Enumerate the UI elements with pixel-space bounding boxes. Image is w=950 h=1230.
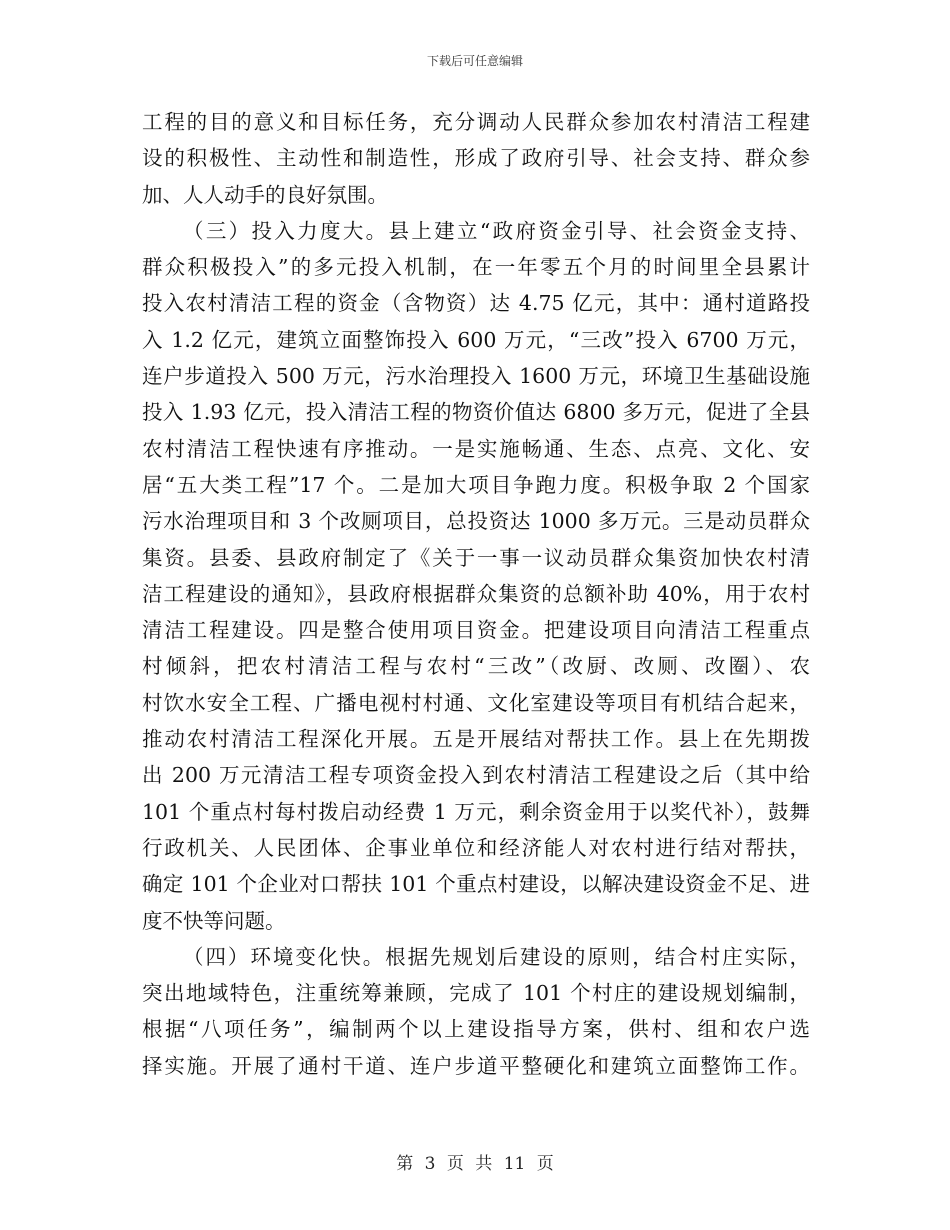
text-line: 择实施。开展了通村干道、连户步道平整硬化和建筑立面整饰工作。 <box>142 1053 810 1078</box>
page-footer: 第 3 页 共 11 页 <box>396 1154 554 1174</box>
text-line: 101 个重点村每村拨启动经费 1 万元，剩余资金用于以奖代补），鼓舞 <box>142 799 810 824</box>
text-line: 设的积极性、主动性和制造性，形成了政府引导、社会支持、群众参 <box>142 146 810 171</box>
text-line: 农村清洁工程快速有序推动。一是实施畅通、生态、点亮、文化、安 <box>142 436 810 461</box>
text-line: 污水治理项目和 3 个改厕项目，总投资达 1000 多万元。三是动员群众 <box>142 509 810 534</box>
text-line: 加、人人动手的良好氛围。 <box>142 182 388 207</box>
paragraph-start-line: （三）投入力度大。县上建立“政府资金引导、社会资金支持、 <box>183 218 810 243</box>
text-line: 推动农村清洁工程深化开展。五是开展结对帮扶工作。县上在先期拨 <box>142 727 810 752</box>
text-line: 居“五大类工程”17 个。二是加大项目争跑力度。积极争取 2 个国家 <box>142 472 810 497</box>
text-line: 群众积极投入”的多元投入机制，在一年零五个月的时间里全县累计 <box>142 255 810 280</box>
text-line: 村倾斜，把农村清洁工程与农村“三改”（改厨、改厕、改圈）、农 <box>142 654 810 679</box>
text-line: 集资。县委、县政府制定了《关于一事一议动员群众集资加快农村清 <box>142 545 810 570</box>
paragraph-start-line: （四）环境变化快。根据先规划后建设的原则，结合村庄实际， <box>183 944 810 969</box>
text-line: 工程的目的意义和目标任务，充分调动人民群众参加农村清洁工程建 <box>142 110 810 134</box>
text-line: 根据“八项任务”，编制两个以上建设指导方案，供村、组和农户选 <box>142 1017 810 1042</box>
text-line: 入 1.2 亿元，建筑立面整饰投入 600 万元，“三改”投入 6700 万元， <box>142 327 810 352</box>
page-header: 下载后可任意编辑 <box>426 54 523 68</box>
text-line: 度不快等问题。 <box>142 908 286 933</box>
text-line: 连户步道投入 500 万元，污水治理投入 1600 万元，环境卫生基础设施 <box>142 364 810 389</box>
text-line: 洁工程建设的通知》，县政府根据群众集资的总额补助 40%，用于农村 <box>142 581 810 606</box>
text-line: 出 200 万元清洁工程专项资金投入到农村清洁工程建设之后（其中给 <box>142 763 810 788</box>
text-line: 投入 1.93 亿元，投入清洁工程的物资价值达 6800 多万元，促进了全县 <box>142 400 810 425</box>
text-line: 行政机关、人民团体、企事业单位和经济能人对农村进行结对帮扶， <box>142 835 810 860</box>
text-line: 突出地域特色，注重统筹兼顾，完成了 101 个村庄的建设规划编制， <box>142 981 810 1006</box>
body-text <box>142 104 810 1084</box>
text-line: 清洁工程建设。四是整合使用项目资金。把建设项目向清洁工程重点 <box>142 618 810 643</box>
text-line: 确定 101 个企业对口帮扶 101 个重点村建设，以解决建设资金不足、进 <box>142 872 810 897</box>
text-line: 村饮水安全工程、广播电视村村通、文化室建设等项目有机结合起来， <box>142 690 810 715</box>
text-line: 投入农村清洁工程的资金（含物资）达 4.75 亿元，其中：通村道路投 <box>142 291 810 316</box>
